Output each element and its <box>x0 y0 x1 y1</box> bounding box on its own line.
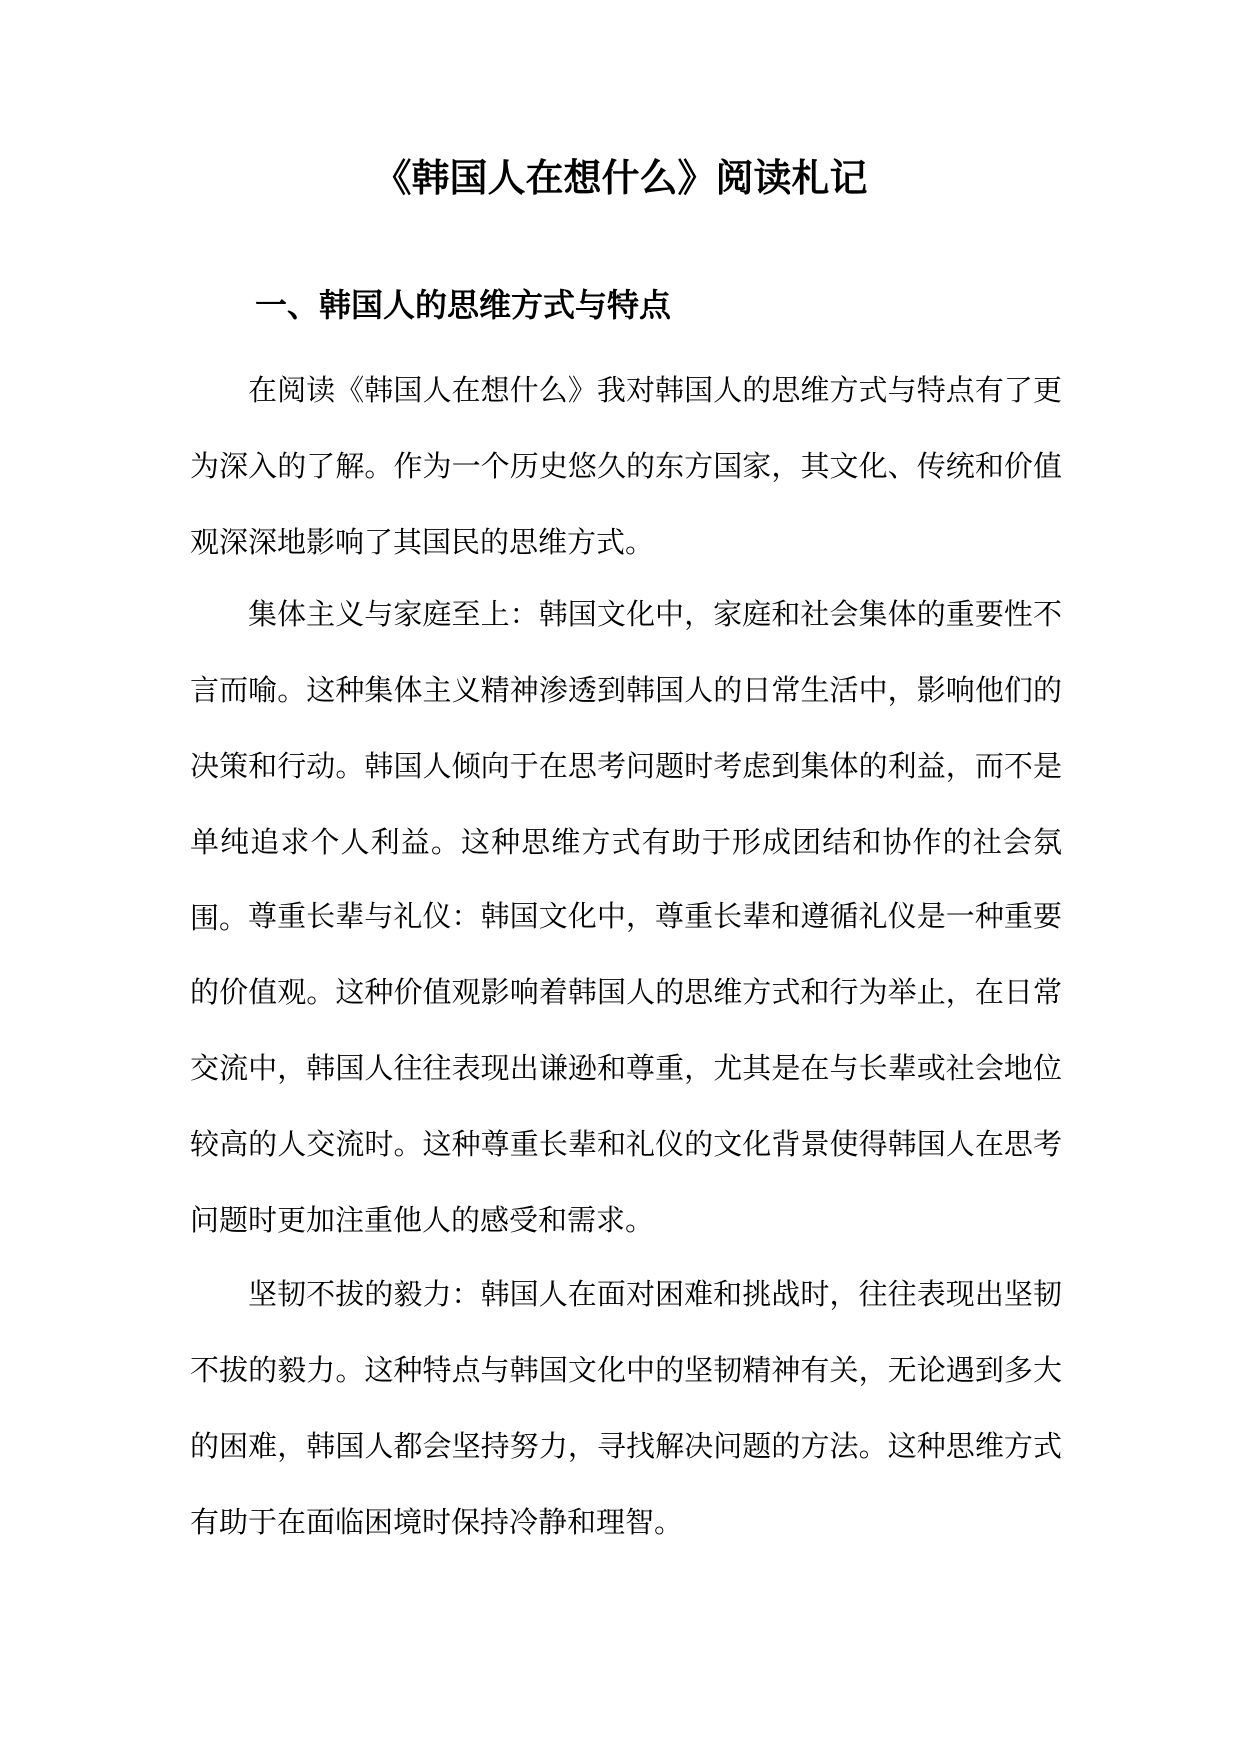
paragraph-respect-elders: 尊重长辈与礼仪：韩国文化中，尊重长辈和遵循礼仪是一种重要的价值观。这种价值观影响着韩国人的思维方式和行为举止，在日常交流中，韩国人往往表现出谦逊和尊重，尤其是在与长辈或社会地位较高的人交流时。这种尊重长辈和礼仪的文化背景使得韩国人在思考问题时更加注重他人的感受和需求。 <box>190 899 1062 1237</box>
paragraph-perseverance: 坚韧不拔的毅力：韩国人在面对困难和挑战时，往往表现出坚韧不拔的毅力。这种特点与韩国文化中的坚韧精神有关，无论遇到多大的困难，韩国人都会坚持努力，寻找解决问题的方法。这种思维方式有助于在面临困境时保持冷静和理智。 <box>190 1277 1062 1539</box>
paragraph-intro: 在阅读《韩国人在想什么》我对韩国人的思维方式与特点有了更为深入的了解。作为一个历史悠久的东方国家，其文化、传统和价值观深深地影响了其国民的思维方式。 <box>190 373 1062 559</box>
document-title: 《韩国人在想什么》阅读札记 <box>373 155 868 200</box>
paragraph-collectivism: 集体主义与家庭至上：韩国文化中，家庭和社会集体的重要性不言而喻。这种集体主义精神渗透到韩国人的日常生活中，影响他们的决策和行动。韩国人倾向于在思考问题时考虑到集体的利益，而不是单纯追求个人利益。这种思维方式有助于形成团结和协作的社会氛围。 <box>190 597 1062 935</box>
section-heading: 一、韩国人的思维方式与特点 <box>255 286 672 324</box>
